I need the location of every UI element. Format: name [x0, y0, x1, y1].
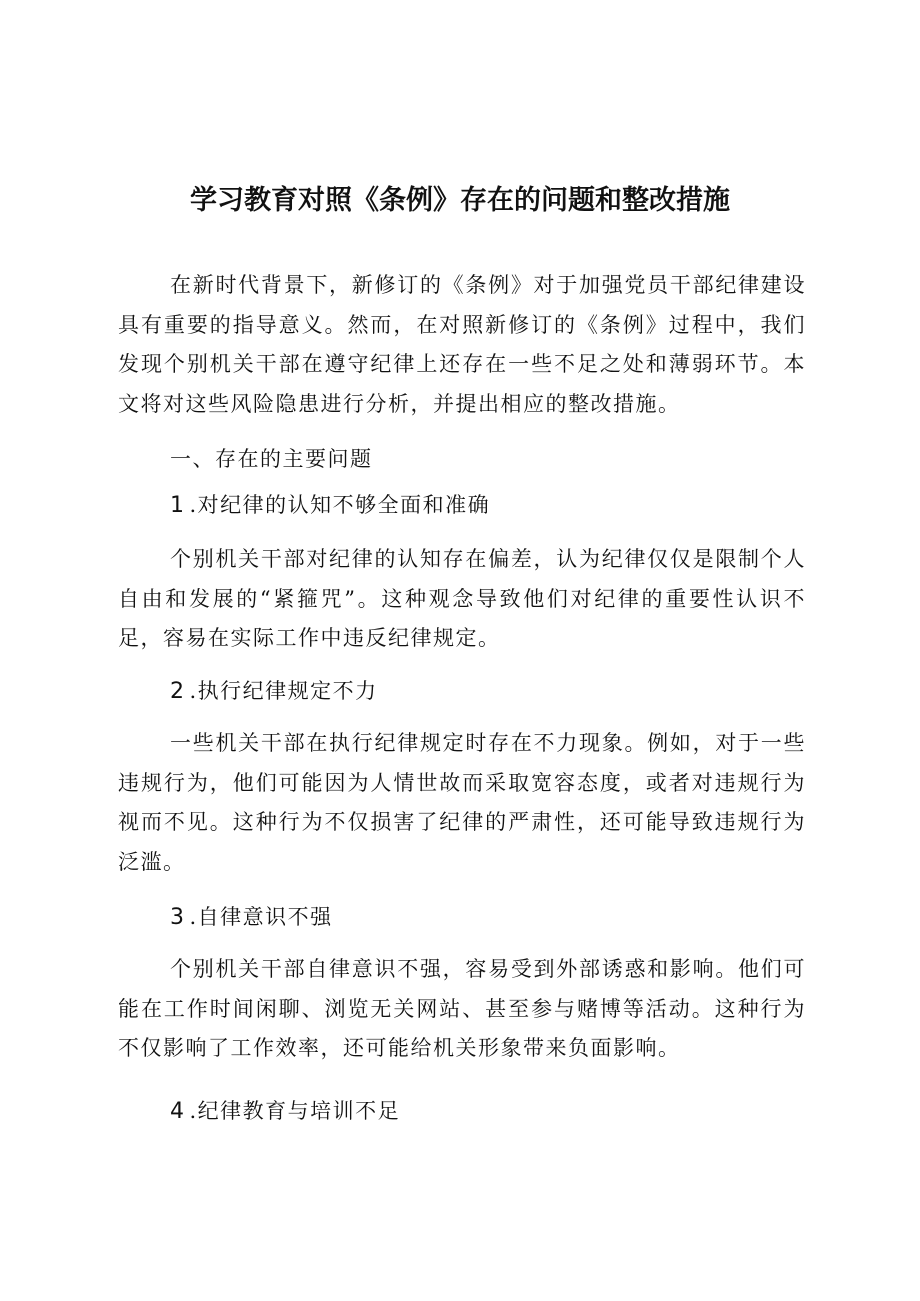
item-1-number: 1: [170, 493, 186, 518]
item-4-title: .纪律教育与培训不足: [189, 1099, 401, 1123]
item-4-heading: [170, 1092, 800, 1132]
document-title: 学习教育对照《条例》存在的问题和整改措施: [190, 185, 730, 216]
item-2-body: 一些机关干部在执行纪律规定时存在不力现象。例如，对于一些违规行为，他们可能因为人情世故而采取宽容态度，或者对违规行为视而不见。这种行为不仅损害了纪律的严肃性，还可能导致违规行为泛滥。: [118, 731, 806, 874]
item-1-body: 个别机关干部对纪律的认知存在偏差，认为纪律仅仅是限制个人自由和发展的“紧箍咒”。这种观念导致他们对纪律的重要性认识不足，容易在实际工作中违反纪律规定。: [118, 547, 806, 650]
item-2-number: 2: [170, 679, 186, 704]
item-1-title: .对纪律的认知不够全面和准确: [189, 493, 491, 517]
item-2-heading: [170, 672, 800, 712]
item-3-body: 个别机关干部自律意识不强，容易受到外部诱惑和影响。他们可能在工作时间闲聊、浏览无关网站、甚至参与赌博等活动。这种行为不仅影响了工作效率，还可能给机关形象带来负面影响。: [118, 957, 806, 1060]
item-2-title: .执行纪律规定不力: [189, 679, 378, 703]
item-3-number: 3: [170, 905, 186, 930]
item-3-heading: [170, 898, 800, 938]
section-heading: 一、存在的主要问题: [170, 447, 373, 471]
item-4-number: 4: [170, 1099, 186, 1124]
item-1-heading: [170, 486, 800, 526]
item-3-title: .自律意识不强: [189, 905, 333, 929]
intro-paragraph: 在新时代背景下，新修订的《条例》对于加强党员干部纪律建设具有重要的指导意义。然而，在对照新修订的《条例》过程中，我们发现个别机关干部在遵守纪律上还存在一些不足之处和薄弱环节。本文将对这些风险隐患进行分析，并提出相应的整改措施。: [118, 273, 806, 416]
